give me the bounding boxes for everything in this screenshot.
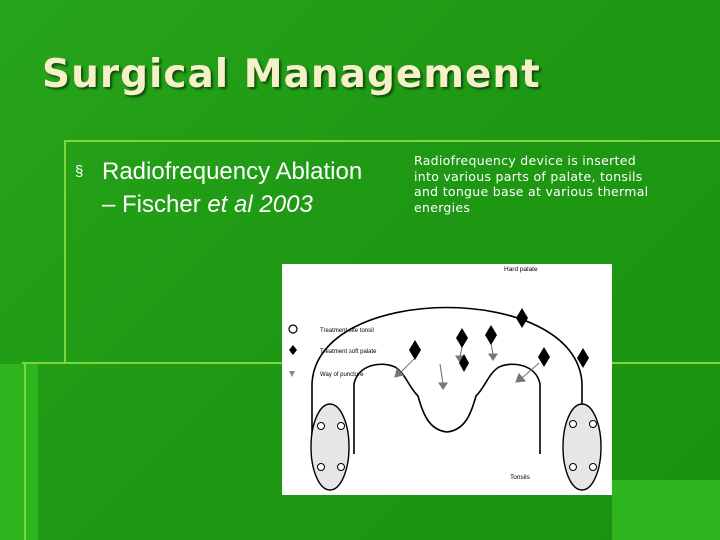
puncture-arrow xyxy=(491,343,493,355)
deco-left-column xyxy=(0,364,38,540)
legend-label-tonsil: Treatment site tonsil xyxy=(320,328,374,334)
deco-right-block xyxy=(612,480,720,540)
filled-diamond-icon xyxy=(289,345,297,355)
bullet-text xyxy=(102,155,372,221)
puncture-arrowhead xyxy=(516,374,525,382)
treatment-site-circle xyxy=(590,421,597,428)
treatment-diamond xyxy=(456,328,468,348)
figure-caption: Radiofrequency device is inserted into various parts of palate, tonsils and tongue base at various thermal energies xyxy=(414,153,649,215)
treatment-site-circle xyxy=(338,464,345,471)
puncture-arrow xyxy=(401,358,415,372)
treatment-site-circle xyxy=(318,464,325,471)
treatment-diamond xyxy=(516,308,528,328)
treatment-diamond xyxy=(538,347,550,367)
bullet-marker-icon: § xyxy=(75,163,84,180)
treatment-site-circle xyxy=(338,423,345,430)
deco-left-column-line xyxy=(24,364,26,540)
tonsil-right xyxy=(563,404,601,490)
treatment-site-circle xyxy=(590,464,597,471)
open-circle-icon xyxy=(289,325,297,333)
palate-diagram xyxy=(282,264,612,495)
tonsils-label: Tonsils xyxy=(510,474,530,481)
treatment-diamond xyxy=(409,340,421,360)
legend-label-soft-palate: Treatment soft palate xyxy=(320,349,377,355)
legend-label-puncture: Way of puncture xyxy=(320,372,364,378)
hard-palate-label: Hard palate xyxy=(504,266,538,273)
tonsil-left xyxy=(311,404,349,490)
puncture-arrow xyxy=(440,364,443,384)
treatment-site-circle xyxy=(570,421,577,428)
palate-inner-outline xyxy=(354,364,540,454)
bullet-text-plain: Radiofrequency Ablation – Fischer xyxy=(102,158,363,218)
deco-top-line xyxy=(64,140,720,142)
puncture-arrowhead xyxy=(439,383,447,389)
treatment-diamond xyxy=(485,325,497,345)
treatment-site-circle xyxy=(318,423,325,430)
treatment-site-circle xyxy=(570,464,577,471)
bullet-text-italic: et al 2003 xyxy=(207,191,313,218)
deco-left-line xyxy=(64,140,66,362)
slide-title: Surgical Management xyxy=(42,52,541,97)
arrow-icon xyxy=(289,371,295,377)
puncture-arrowhead xyxy=(489,354,497,360)
